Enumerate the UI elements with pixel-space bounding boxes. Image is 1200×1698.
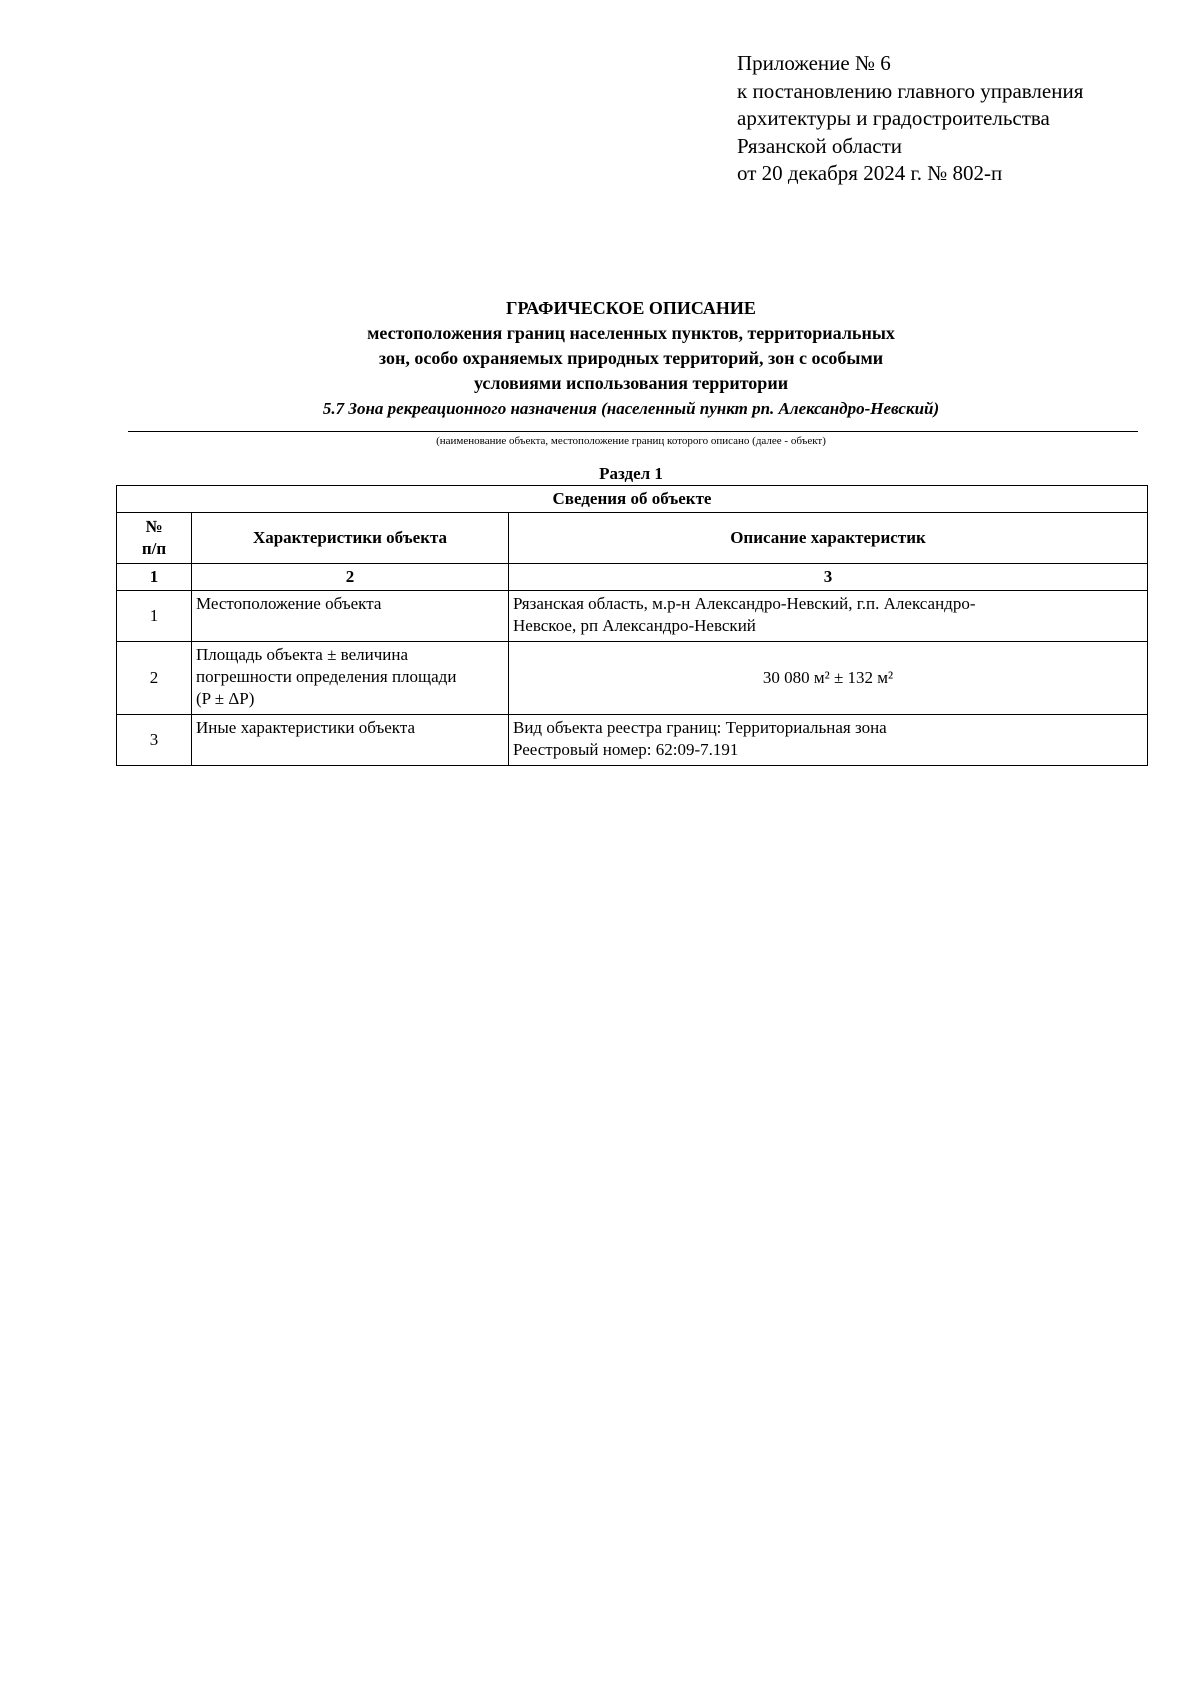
row-description-line: Невское, рп Александро-Невский <box>513 616 756 635</box>
document-subtitle-line: зон, особо охраняемых природных территорий, зон с особыми <box>378 348 884 368</box>
row-characteristic: Иные характеристики объекта <box>192 715 509 766</box>
table-row <box>117 715 1148 766</box>
header-num <box>117 513 192 564</box>
row-characteristic-line: погрешности определения площади <box>196 667 457 686</box>
document-subtitle-line: местоположения границ населенных пунктов, территориальных <box>367 323 895 343</box>
row-number: 1 <box>117 591 192 642</box>
document-subtitle-line: условиями использования территории <box>473 373 789 393</box>
row-description <box>509 591 1148 642</box>
row-characteristic <box>192 642 509 715</box>
row-characteristic-line: (P ± ΔP) <box>196 689 255 708</box>
header-characteristics: Характеристики объекта <box>192 513 509 564</box>
appendix-line: от 20 декабря 2024 г. № 802-п <box>737 161 1003 185</box>
row-description-line: Рязанская область, м.р-н Александро-Невский, г.п. Александро- <box>513 594 976 613</box>
table-title: Сведения об объекте <box>117 486 1148 513</box>
appendix-line: Приложение № 6 <box>737 51 891 75</box>
document-title: ГРАФИЧЕСКОЕ ОПИСАНИЕ <box>506 298 756 318</box>
appendix-header <box>737 50 1083 188</box>
index-cell: 3 <box>509 564 1148 591</box>
row-characteristic-line: Площадь объекта ± величина <box>196 645 409 664</box>
object-info-table <box>116 485 1148 766</box>
table-row <box>117 591 1148 642</box>
table-index-row <box>117 564 1148 591</box>
row-description-line: Вид объекта реестра границ: Территориальная зона <box>513 718 887 737</box>
index-cell: 1 <box>117 564 192 591</box>
table-header-row <box>117 513 1148 564</box>
appendix-line: Рязанской области <box>737 133 903 158</box>
index-cell: 2 <box>192 564 509 591</box>
appendix-line: архитектуры и градостроительства <box>737 106 1050 130</box>
table-row <box>117 642 1148 715</box>
row-number: 3 <box>117 715 192 766</box>
appendix-line: к постановлению главного управления <box>737 78 1084 103</box>
row-description-line: Реестровый номер: 62:09-7.191 <box>513 740 739 759</box>
document-title-block <box>118 296 1144 420</box>
object-name: 5.7 Зона рекреационного назначения (населенный пункт рп. Александро-Невский) <box>322 399 940 418</box>
row-description: 30 080 м² ± 132 м² <box>509 642 1148 715</box>
table-title-row <box>117 486 1148 513</box>
header-description: Описание характеристик <box>509 513 1148 564</box>
row-description <box>509 715 1148 766</box>
header-num-line: п/п <box>141 539 167 558</box>
underline-divider <box>128 431 1138 432</box>
row-characteristic: Местоположение объекта <box>192 591 509 642</box>
row-number: 2 <box>117 642 192 715</box>
header-num-line: № <box>145 517 163 536</box>
section-title: Раздел 1 <box>599 464 663 483</box>
object-name-caption: (наименование объекта, местоположение границ которого описано (далее - объект) <box>436 435 826 447</box>
